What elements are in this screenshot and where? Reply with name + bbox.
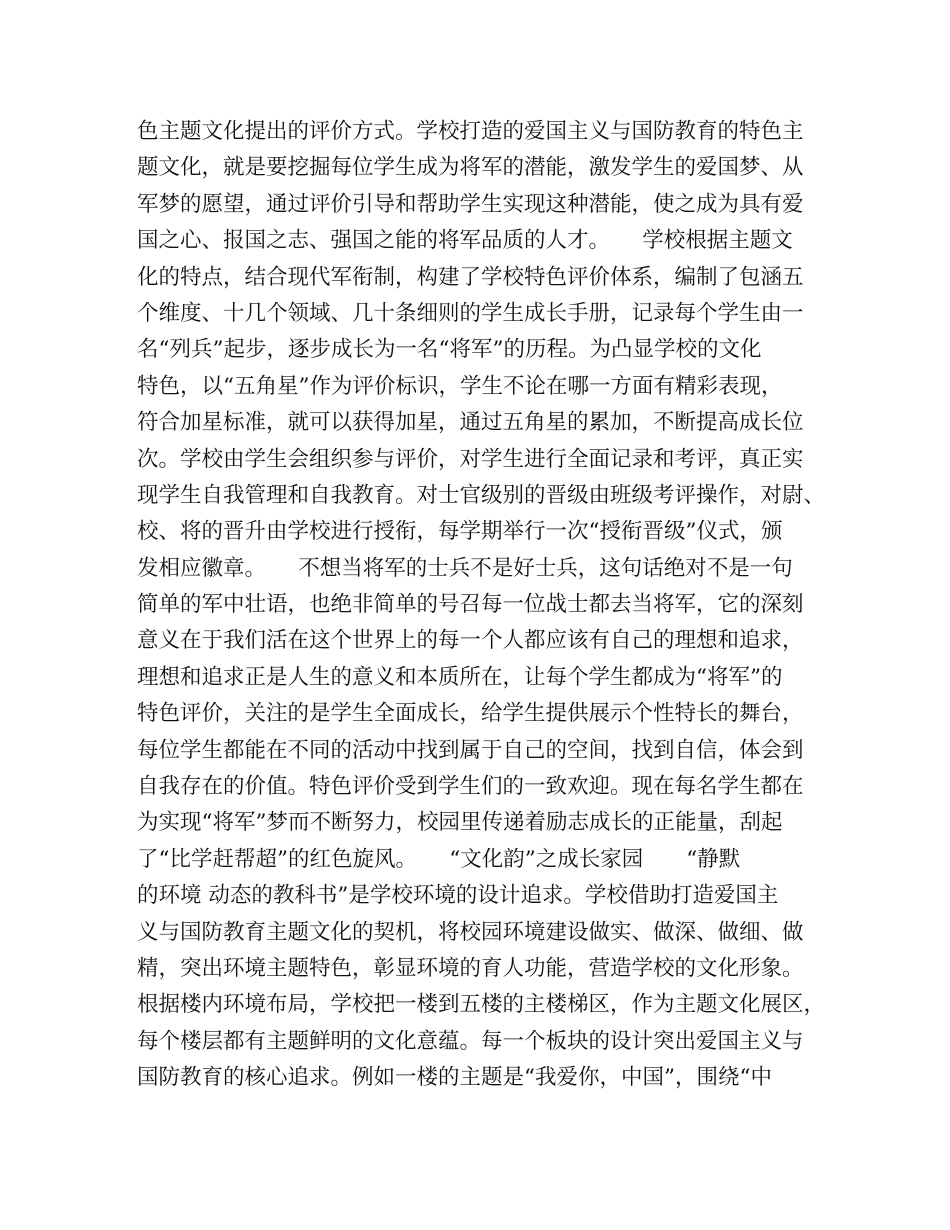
text-line: 理想和追求正是人生的意义和本质所在，让每个学生都成为“将军”的 xyxy=(137,664,783,690)
text-line: 了“比学赶帮超”的红色旋风。 “文化韵”之成长家园 “静默 xyxy=(137,846,741,872)
text-line: 国防教育的核心追求。例如一楼的主题是“我爱你，中国”，围绕“中 xyxy=(137,1065,772,1091)
text-line: 现学生自我管理和自我教育。对士官级别的晋级由班级考评操作，对尉、 xyxy=(137,482,826,508)
text-line: 义与国防教育主题文化的契机，将校园环境建设做实、做深、做细、做 xyxy=(137,919,804,945)
text-line: 名“列兵”起步，逐步成长为一名“将军”的历程。为凸显学校的文化 xyxy=(137,337,762,363)
text-line: 每个楼层都有主题鲜明的文化意蕴。每一个板块的设计突出爱国主义与 xyxy=(137,1028,804,1054)
text-line: 题文化，就是要挖掘每位学生成为将军的潜能，激发学生的爱国梦、从 xyxy=(137,155,804,181)
text-line: 意义在于我们活在这个世界上的每一个人都应该有自己的理想和追求， xyxy=(137,628,804,654)
text-line: 符合加星标准，就可以获得加星，通过五角星的累加，不断提高成长位 xyxy=(137,410,804,436)
text-line: 个维度、十几个领域、几十条细则的学生成长手册，记录每个学生由一 xyxy=(137,300,804,326)
text-line: 国之心、报国之志、强国之能的将军品质的人才。 学校根据主题文 xyxy=(137,228,793,254)
text-line: 为实现“将军”梦而不断努力，校园里传递着励志成长的正能量，刮起 xyxy=(137,810,783,836)
text-line: 特色评价，关注的是学生全面成长，给学生提供展示个性特长的舞台， xyxy=(137,701,804,727)
text-line: 军梦的愿望，通过评价引导和帮助学生实现这种潜能，使之成为具有爱 xyxy=(137,191,804,217)
text-line: 色主题文化提出的评价方式。学校打造的爱国主义与国防教育的特色主 xyxy=(137,119,804,144)
body-text xyxy=(137,114,827,1097)
text-line: 发相应徽章。 不想当将军的士兵不是好士兵，这句话绝对不是一句 xyxy=(137,555,793,581)
text-line: 每位学生都能在不同的活动中找到属于自己的空间，找到自信，体会到 xyxy=(137,737,804,763)
text-line: 简单的军中壮语，也绝非简单的号召每一位战士都去当将军，它的深刻 xyxy=(137,592,804,618)
text-line: 精，突出环境主题特色，彰显环境的育人功能，营造学校的文化形象。 xyxy=(137,955,804,981)
text-line: 特色，以“五角星”作为评价标识，学生不论在哪一方面有精彩表现， xyxy=(137,373,783,399)
text-line: 校、将的晋升由学校进行授衔，每学期举行一次“授衔晋级”仪式，颁 xyxy=(137,519,783,545)
text-line: 的环境 动态的教科书”是学校环境的设计追求。学校借助打造爱国主 xyxy=(137,883,779,909)
text-line: 自我存在的价值。特色评价受到学生们的一致欢迎。现在每名学生都在 xyxy=(137,774,804,800)
text-line: 化的特点，结合现代军衔制，构建了学校特色评价体系，编制了包涵五 xyxy=(137,264,804,290)
text-line: 根据楼内环境布局，学校把一楼到五楼的主楼梯区，作为主题文化展区， xyxy=(137,992,826,1018)
text-line: 次。学校由学生会组织参与评价，对学生进行全面记录和考评，真正实 xyxy=(137,446,804,472)
